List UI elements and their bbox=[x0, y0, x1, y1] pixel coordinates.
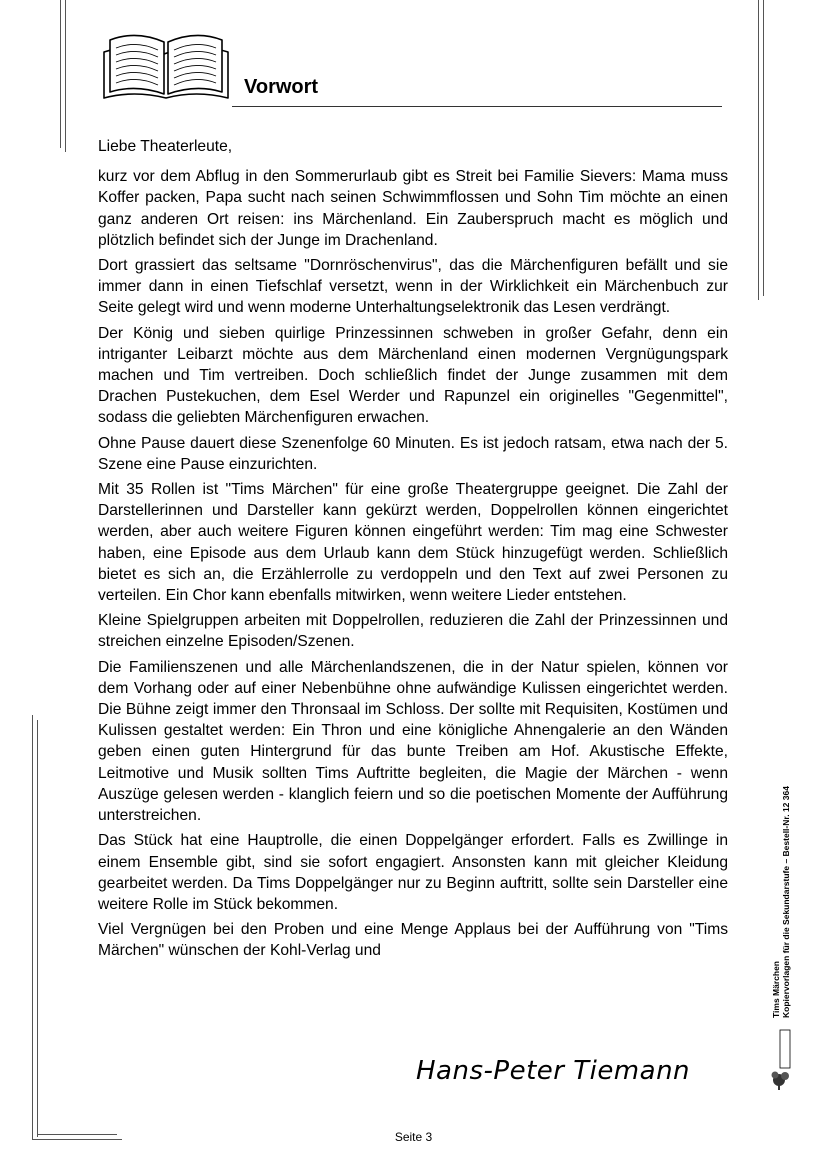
paragraph: Kleine Spielgruppen arbeiten mit Doppelrollen, reduzieren die Zahl der Prinzessinnen und streichen einzelne Episoden/Szenen. bbox=[98, 612, 728, 651]
sidebar-publication-info bbox=[771, 786, 791, 1018]
paragraph: Die Familienszenen und alle Märchenlandszenen, die in der Natur spielen, können vor dem Vorhang oder auf einer Nebenbühne ohne aufwändige Kulissen eingerichtet werden. Die Bühne zeigt immer den Thronsaal im Schloss. Der sollte mit Requisiten, Kostümen und Kulissen gestaltet werden: Ein Thron und eine königliche Ahnengalerie an den Wänden geben einen guten Hintergrund für das bunte Treiben am Hof. Akustische Effekte, Leitmotive und Musik sollten Tims Auftritte begleiten, die Magie der Märchen - wenn Auszüge gelesen werden - klanglich feiern und so die poetischen Momente der Aufführung unterstreichen. bbox=[98, 658, 728, 825]
sidebar-subtitle: Kopiervorlagen für die Sekundarstufe – Bestell-Nr. 12 364 bbox=[781, 786, 791, 1018]
frame-line bbox=[65, 0, 66, 152]
frame-line bbox=[758, 0, 759, 300]
frame-line bbox=[763, 0, 764, 296]
frame-line bbox=[32, 715, 33, 1140]
paragraph: Der König und sieben quirlige Prinzessinnen schweben in großer Gefahr, denn ein intriganter Leibarzt möchte aus dem Märchenland einen modernen Vergnügungspark machen und Tim vertreiben. Doch schließlich findet der Junge zusammen mit dem Drachen Pustekuchen, dem Esel Werder und Rapunzel ein originelles "Gegenmittel", sodass die geliebten Märchenfiguren erwachen. bbox=[98, 324, 728, 427]
publisher-logo-icon bbox=[770, 1028, 792, 1092]
salutation: Liebe Theaterleute, bbox=[98, 138, 233, 155]
paragraph: kurz vor dem Abflug in den Sommerurlaub gibt es Streit bei Familie Sievers: Mama muss Koffer packen, Papa sucht nach seinen Schwimmflossen und Sohn Tim möchte an einen ganz anderen Ort reisen: ins Märchenland. Ein Zauberspruch macht es möglich und plötzlich befindet sich der Junge im Drachenland. bbox=[98, 168, 728, 249]
document-body bbox=[98, 136, 728, 966]
sidebar-title: Tims Märchen bbox=[771, 960, 781, 1018]
paragraph: Das Stück hat eine Hauptrolle, die einen Doppelgänger erfordert. Falls es Zwillinge in einem Ensemble gibt, sind sie sofort engagiert. Ansonsten kann mit gleicher Kleidung gearbeitet werden. Da Tims Doppelgänger nur zu Beginn auftritt, sollte sein Darsteller eine weitere Rolle im Stück bekommen. bbox=[98, 832, 728, 913]
frame-line bbox=[37, 720, 38, 1137]
frame-line bbox=[60, 0, 61, 148]
open-book-icon bbox=[98, 28, 234, 102]
paragraph: Viel Vergnügen bei den Proben und eine Menge Applaus bei der Aufführung von "Tims Märchen" wünschen der Kohl-Verlag und bbox=[98, 921, 728, 960]
page-number: Seite 3 bbox=[394, 1130, 433, 1144]
paragraph: Ohne Pause dauert diese Szenenfolge 60 Minuten. Es ist jedoch ratsam, etwa nach der 5. Szene eine Pause einzurichten. bbox=[98, 434, 728, 473]
title-divider bbox=[232, 106, 722, 107]
paragraph: Mit 35 Rollen ist "Tims Märchen" für eine große Theatergruppe geeignet. Die Zahl der Darstellerinnen und Darsteller kann gekürzt werden, Doppelrollen können eingerichtet werden, aber auch weitere Figuren können eingeführt werden: Tim mag eine Schwester haben, eine Episode aus dem Urlaub kann dem Stück hinzugefügt werden. Schließlich bietet es sich an, die Erzählerrolle zu verdoppeln und den Text auf zwei Personen zu verteilen. Ein Chor kann ebenfalls mitwirken, wenn weitere Lieder entstehen. bbox=[98, 481, 728, 605]
paragraph: Dort grassiert das seltsame "Dornröschenvirus", das die Märchenfiguren befällt und sie immer dann in einen Tiefschlaf versetzt, wenn in der Wirklichkeit ein Märchenbuch zur Seite gelegt wird und wenn moderne Unterhaltungselektronik das Lesen verdrängt. bbox=[98, 257, 728, 317]
signature: Hans-Peter Tiemann bbox=[416, 1056, 691, 1086]
page-title: Vorwort bbox=[244, 76, 319, 98]
